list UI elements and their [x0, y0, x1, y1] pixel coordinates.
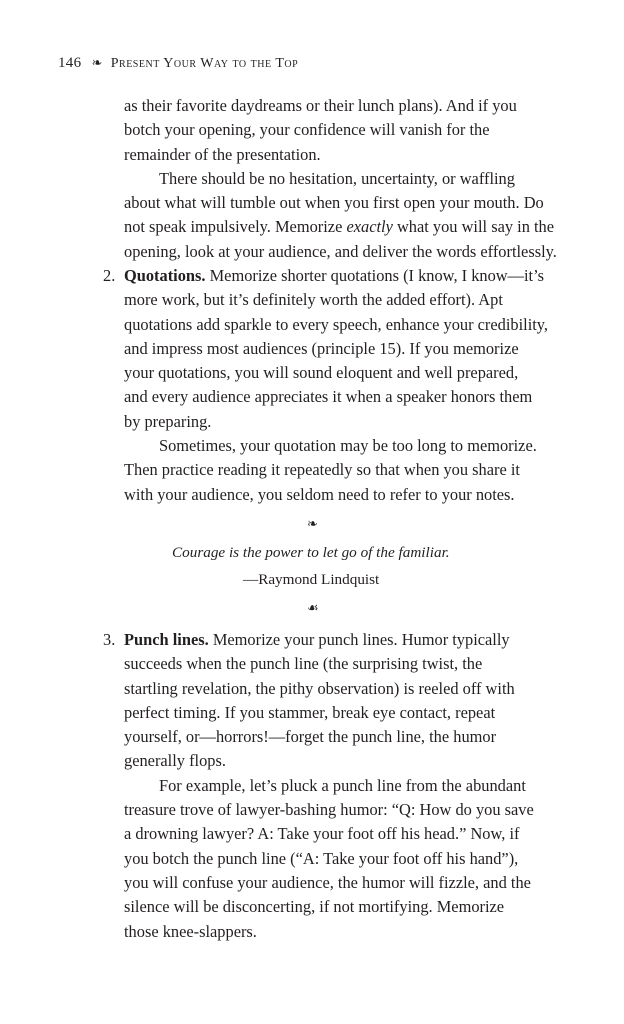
text-line: by preparing.	[124, 411, 212, 431]
list-item-quotations	[103, 264, 568, 507]
text-line: yourself, or—horrors!—forget the punch line, the humor	[124, 727, 497, 747]
text-fragment: Memorize your punch lines. Humor typically	[208, 630, 510, 649]
text-line: more work, but it’s definitely worth the added effort). Apt	[124, 290, 503, 310]
text-fragment: what you will say in the	[392, 217, 555, 237]
text-line: treasure trove of lawyer-bashing humor: “Q: How do you save	[124, 800, 534, 820]
item-heading: Punch lines.	[124, 630, 209, 649]
text-line: perfect timing. If you stammer, break eye contact, repeat	[124, 702, 496, 722]
text-line: those knee-slappers.	[124, 921, 257, 941]
text-fragment: Memorize shorter quotations (I know, I know—it’s	[205, 266, 545, 285]
text-line: silence will be disconcerting, if not mortifying. Memorize	[124, 897, 505, 917]
text-line: Sometimes, your quotation may be too long to memorize.	[159, 436, 537, 456]
page-number: 146	[58, 55, 82, 71]
text-line: remainder of the presentation.	[124, 144, 321, 164]
text-line	[124, 628, 568, 652]
text-fragment: not speak impulsively. Memorize	[124, 217, 347, 237]
text-line: about what will tumble out when you first open your mouth. Do	[124, 193, 544, 213]
text-line: a drowning lawyer? A: Take your foot off his head.” Now, if	[124, 824, 520, 844]
text-line: For example, let’s pluck a punch line from the abundant	[159, 775, 526, 795]
epigraph-attribution: —Raymond Lindquist	[243, 571, 380, 588]
text-line	[124, 264, 568, 288]
list-item-number: 3.	[103, 630, 116, 649]
continuation-block	[124, 94, 568, 264]
fleuron-icon: ❧	[91, 55, 103, 70]
text-line: you will confuse your audience, the humor will fizzle, and the	[124, 872, 531, 892]
text-line: quotations add sparkle to every speech, enhance your credibility,	[124, 314, 549, 334]
text-line: startling revelation, the pithy observation) is reeled off with	[124, 678, 515, 698]
list-item-number: 2.	[103, 266, 116, 285]
epigraph-quote: Courage is the power to let go of the familiar.	[172, 544, 450, 561]
item-heading: Quotations.	[124, 266, 206, 285]
text-line: and every audience appreciates it when a speaker honors them	[124, 387, 533, 407]
text-line: opening, look at your audience, and deliver the words effortlessly.	[124, 241, 557, 261]
list-item-punch-lines	[103, 628, 568, 944]
text-line: botch your opening, your confidence will vanish for the	[124, 120, 490, 140]
text-line: your quotations, you will sound eloquent and well prepared,	[124, 363, 519, 383]
ornament-bottom-icon: ☙	[307, 600, 319, 615]
text-line: succeeds when the punch line (the surprising twist, the	[124, 654, 483, 674]
text-line: and impress most audiences (principle 15). If you memorize	[124, 338, 519, 358]
ornament-top-icon: ❧	[307, 516, 318, 531]
text-line: Then practice reading it repeatedly so that when you share it	[124, 460, 520, 480]
text-line: as their favorite daydreams or their lunch plans). And if you	[124, 96, 517, 115]
running-head	[58, 55, 298, 72]
text-line-with-emphasis	[124, 215, 568, 239]
book-title: Present Your Way to the Top	[110, 56, 299, 71]
text-line: generally flops.	[124, 751, 226, 771]
text-line: There should be no hesitation, uncertainty, or waffling	[159, 168, 515, 188]
text-line: with your audience, you seldom need to refer to your notes.	[124, 484, 515, 504]
text-line: you botch the punch line (“A: Take your foot off his hand”),	[124, 848, 519, 868]
emphasis-word: exactly	[346, 217, 393, 237]
